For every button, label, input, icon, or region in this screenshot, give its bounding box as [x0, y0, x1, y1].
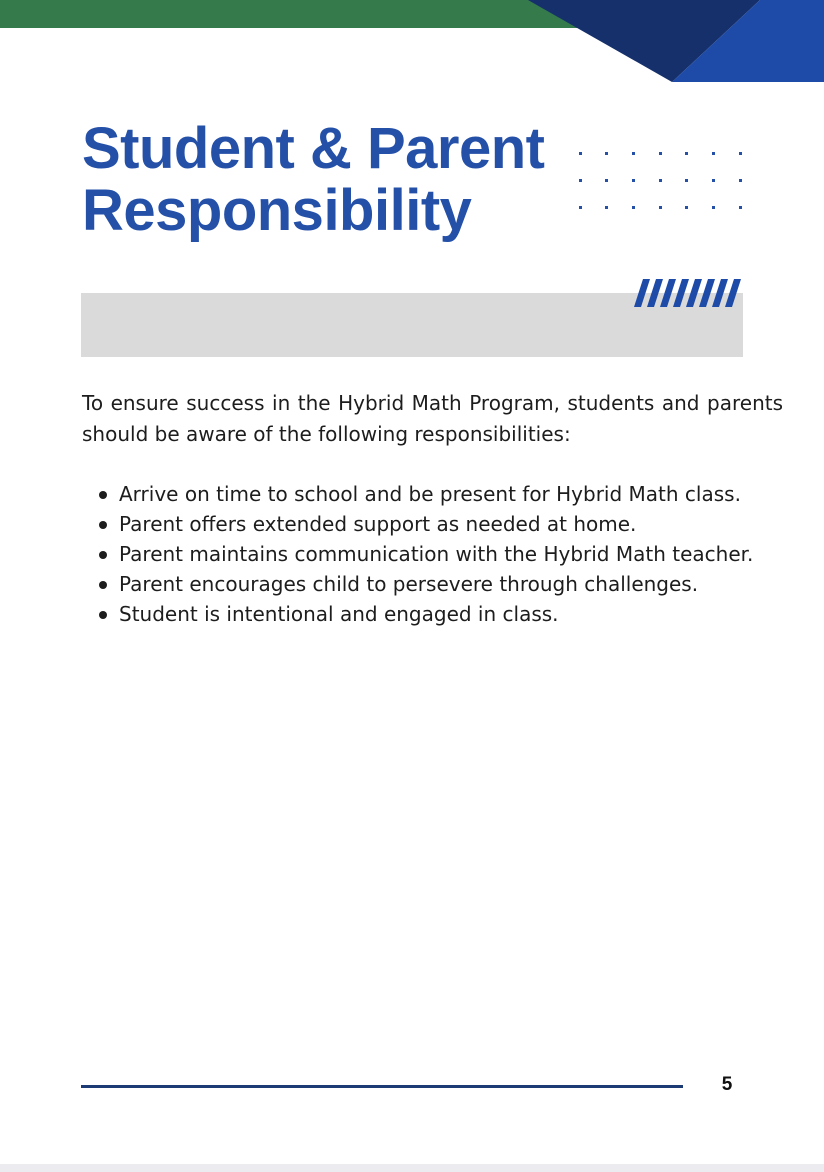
footer-divider: [81, 1085, 683, 1088]
bullet-dot-icon: [99, 521, 107, 529]
list-item: [82, 509, 802, 539]
list-item-text: Parent offers extended support as needed at home.: [119, 512, 637, 536]
list-item-text: Parent encourages child to persevere through challenges.: [119, 572, 699, 596]
bullet-dot-icon: [99, 611, 107, 619]
list-item-text: Student is intentional and engaged in class.: [119, 602, 559, 626]
list-item: [82, 479, 802, 509]
responsibility-list: [82, 479, 802, 629]
list-item: [82, 569, 802, 599]
page-bottom-edge: [0, 1164, 824, 1172]
corner-banner-shape: [0, 0, 824, 90]
bullet-dot-icon: [99, 551, 107, 559]
title-line-1: Student & Parent: [82, 116, 545, 181]
intro-paragraph: To ensure success in the Hybrid Math Program, students and parents should be aware of the following responsibilities:: [82, 391, 783, 446]
list-item-text: Arrive on time to school and be present for Hybrid Math class.: [119, 482, 741, 506]
bullet-dot-icon: [99, 581, 107, 589]
page-title: [82, 118, 602, 242]
green-header-bar: [0, 0, 600, 28]
slash-pattern-icon: [634, 279, 744, 309]
dot-grid-icon: [575, 148, 750, 218]
list-item: [82, 599, 802, 629]
list-item: [82, 539, 802, 569]
title-line-2: Responsibility: [82, 178, 472, 243]
list-item-text: Parent maintains communication with the Hybrid Math teacher.: [119, 542, 754, 566]
bullet-dot-icon: [99, 491, 107, 499]
page-number: 5: [721, 1074, 733, 1095]
